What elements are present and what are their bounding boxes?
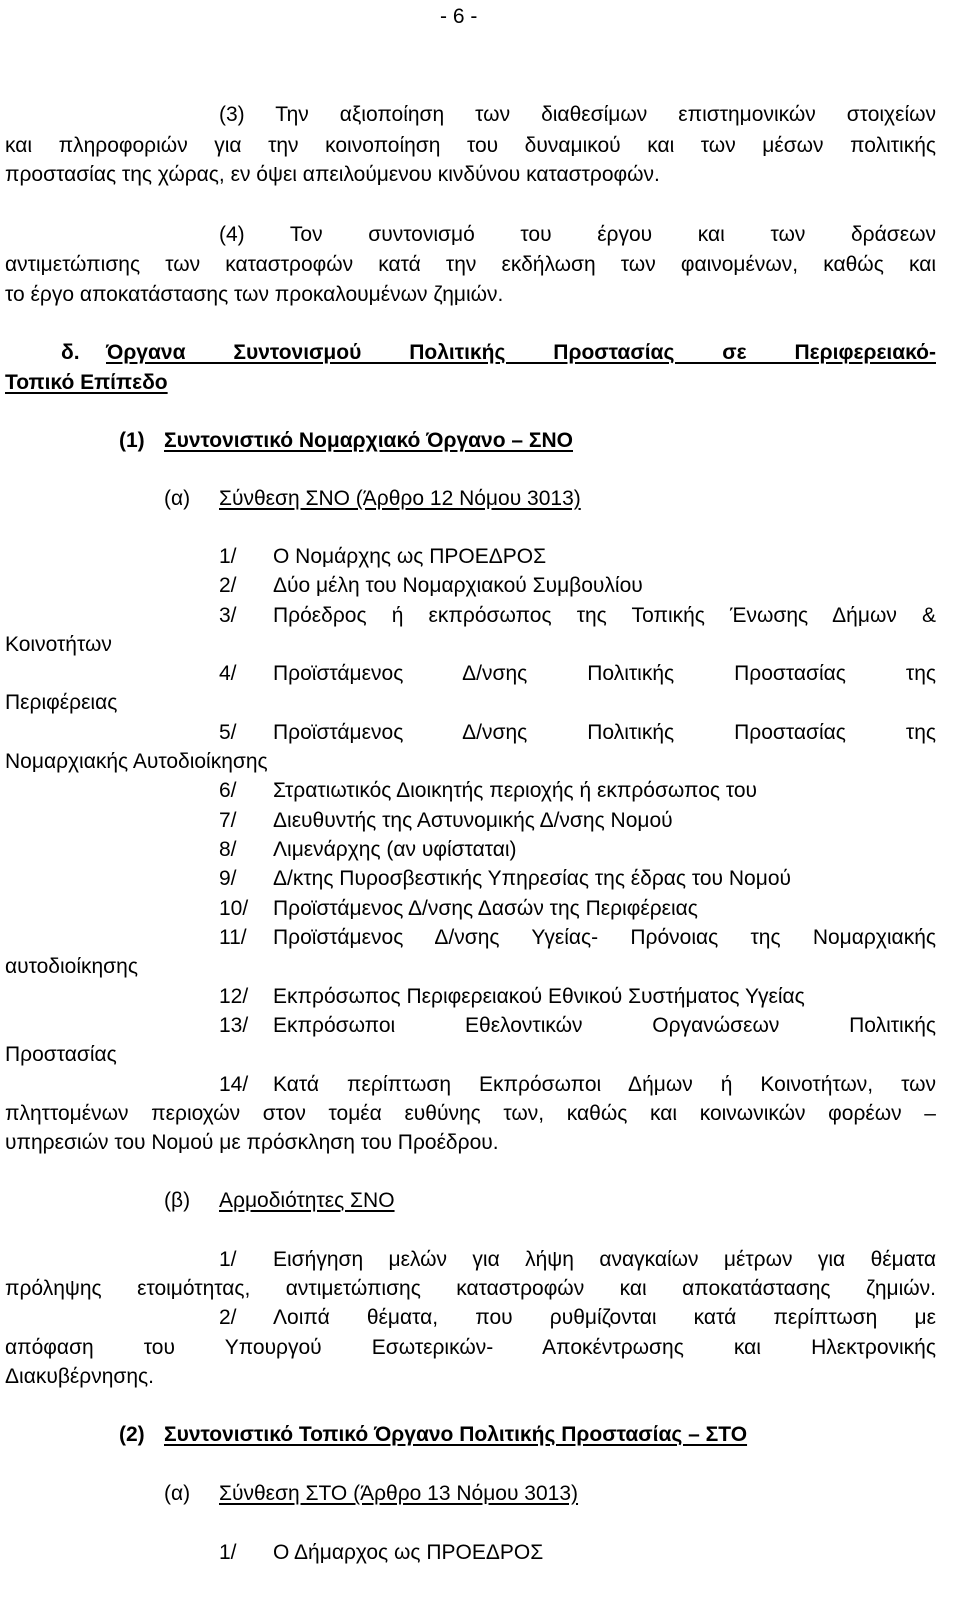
member-text-cont: Προστασίας — [5, 1043, 117, 1066]
sto-a-label: (α) — [164, 1482, 191, 1505]
section-delta-title-1: Όργανα Συντονισμού Πολιτικής Προστασίας σε Περιφερειακό- — [106, 341, 936, 364]
member-text-cont: αυτοδιοίκησης — [5, 955, 138, 978]
member-text: Δύο μέλη του Νομαρχιακού Συμβουλίου — [273, 574, 643, 597]
duty-text: Λοιπά θέματα, που ρυθμίζονται κατά περίπτωση με — [273, 1306, 936, 1329]
duty-text: Εισήγηση μελών για λήψη αναγκαίων μέτρων για θέματα — [273, 1248, 936, 1271]
member-text: Προϊστάμενος Δ/νσης Υγείας- Πρόνοιας της Νομαρχιακής — [273, 926, 936, 949]
p3-line-3: προστασίας της χώρας, εν όψει απειλούμενου κινδύνου καταστροφών. — [5, 163, 660, 186]
sto-number: (2) — [119, 1423, 145, 1446]
sno-number: (1) — [119, 429, 145, 452]
member-number: 10/ — [219, 897, 249, 920]
member-text: Εκπρόσωπος Περιφερειακού Εθνικού Συστήματος Υγείας — [273, 985, 805, 1008]
page-number: - 6 - — [440, 5, 478, 28]
member-number: 13/ — [219, 1014, 249, 1037]
member-14-line-2: πληττομένων περιοχών στον τομέα ευθύνης των, καθώς και κοινωνικών φορέων – — [5, 1102, 936, 1125]
member-number: 6/ — [219, 779, 237, 802]
member-number: 14/ — [219, 1073, 249, 1096]
duty-number: 2/ — [219, 1306, 237, 1329]
p4-line-1: (4) Τον συντονισμό του έργου και των δράσεων — [219, 223, 936, 246]
member-text: Προϊστάμενος Δ/νσης Πολιτικής Προστασίας της — [273, 662, 936, 685]
member-text: Εκπρόσωποι Εθελοντικών Οργανώσεων Πολιτικής — [273, 1014, 936, 1037]
member-number: 7/ — [219, 809, 237, 832]
member-text-cont: Κοινοτήτων — [5, 633, 112, 656]
section-delta-label: δ. — [61, 341, 80, 364]
member-text-cont: Περιφέρειας — [5, 691, 118, 714]
duty-number: 1/ — [219, 1248, 237, 1271]
member-text: Στρατιωτικός Διοικητής περιοχής ή εκπρόσωπος του — [273, 779, 758, 802]
member-number: 2/ — [219, 574, 237, 597]
member-number: 1/ — [219, 1541, 237, 1564]
member-text: Ο Νομάρχης ως ΠΡΟΕΔΡΟΣ — [273, 545, 547, 568]
member-text: Προϊστάμενος Δ/νσης Δασών της Περιφέρειας — [273, 897, 698, 920]
member-14-line-3: υπηρεσιών του Νομού με πρόσκληση του Προέδρου. — [5, 1131, 499, 1154]
sno-title: Συντονιστικό Νομαρχιακό Όργανο – ΣΝΟ — [164, 429, 573, 452]
member-number: 8/ — [219, 838, 237, 861]
section-delta-title-2: Τοπικό Επίπεδο — [5, 371, 168, 394]
sno-b-label: (β) — [164, 1189, 191, 1212]
member-text-cont: Νομαρχιακής Αυτοδιοίκησης — [5, 750, 268, 773]
sno-b-title: Αρμοδιότητες ΣΝΟ — [219, 1189, 395, 1212]
member-text: Πρόεδρος ή εκπρόσωπος της Τοπικής Ένωσης Δήμων & — [273, 604, 936, 627]
member-text: Ο Δήμαρχος ως ΠΡΟΕΔΡΟΣ — [273, 1541, 544, 1564]
sno-a-label: (α) — [164, 487, 191, 510]
sto-a-title: Σύνθεση ΣΤΟ (Άρθρο 13 Νόμου 3013) — [219, 1482, 579, 1505]
member-number: 11/ — [219, 926, 247, 949]
member-text: Κατά περίπτωση Εκπρόσωποι Δήμων ή Κοινοτήτων, των — [273, 1073, 936, 1096]
member-number: 3/ — [219, 604, 237, 627]
p3-line-1: (3) Την αξιοποίηση των διαθεσίμων επιστημονικών στοιχείων — [219, 103, 936, 126]
duty-text-cont: Διακυβέρνησης. — [5, 1365, 154, 1388]
p4-line-3: το έργο αποκατάστασης των προκαλουμένων ζημιών. — [5, 283, 504, 306]
sno-a-title: Σύνθεση ΣΝΟ (Άρθρο 12 Νόμου 3013) — [219, 487, 581, 510]
duty-text-cont: πρόληψης ετοιμότητας, αντιμετώπισης καταστροφών και αποκατάστασης ζημιών. — [5, 1277, 936, 1300]
member-text: Διευθυντής της Αστυνομικής Δ/νσης Νομού — [273, 809, 673, 832]
p4-line-2: αντιμετώπισης των καταστροφών κατά την εκδήλωση των φαινομένων, καθώς και — [5, 253, 936, 276]
p3-line-2: και πληροφοριών για την κοινοποίηση του δυναμικού και των μέσων πολιτικής — [5, 134, 936, 157]
member-text: Λιμενάρχης (αν υφίσταται) — [273, 838, 517, 861]
member-number: 4/ — [219, 662, 237, 685]
duty-text-cont: απόφαση του Υπουργού Εσωτερικών- Αποκέντρωσης και Ηλεκτρονικής — [5, 1336, 936, 1359]
member-number: 9/ — [219, 867, 237, 890]
member-number: 1/ — [219, 545, 237, 568]
member-text: Δ/κτης Πυροσβεστικής Υπηρεσίας της έδρας του Νομού — [273, 867, 791, 890]
sto-title: Συντονιστικό Τοπικό Όργανο Πολιτικής Προστασίας – ΣΤΟ — [164, 1423, 748, 1446]
member-number: 5/ — [219, 721, 237, 744]
member-text: Προϊστάμενος Δ/νσης Πολιτικής Προστασίας της — [273, 721, 936, 744]
member-number: 12/ — [219, 985, 249, 1008]
